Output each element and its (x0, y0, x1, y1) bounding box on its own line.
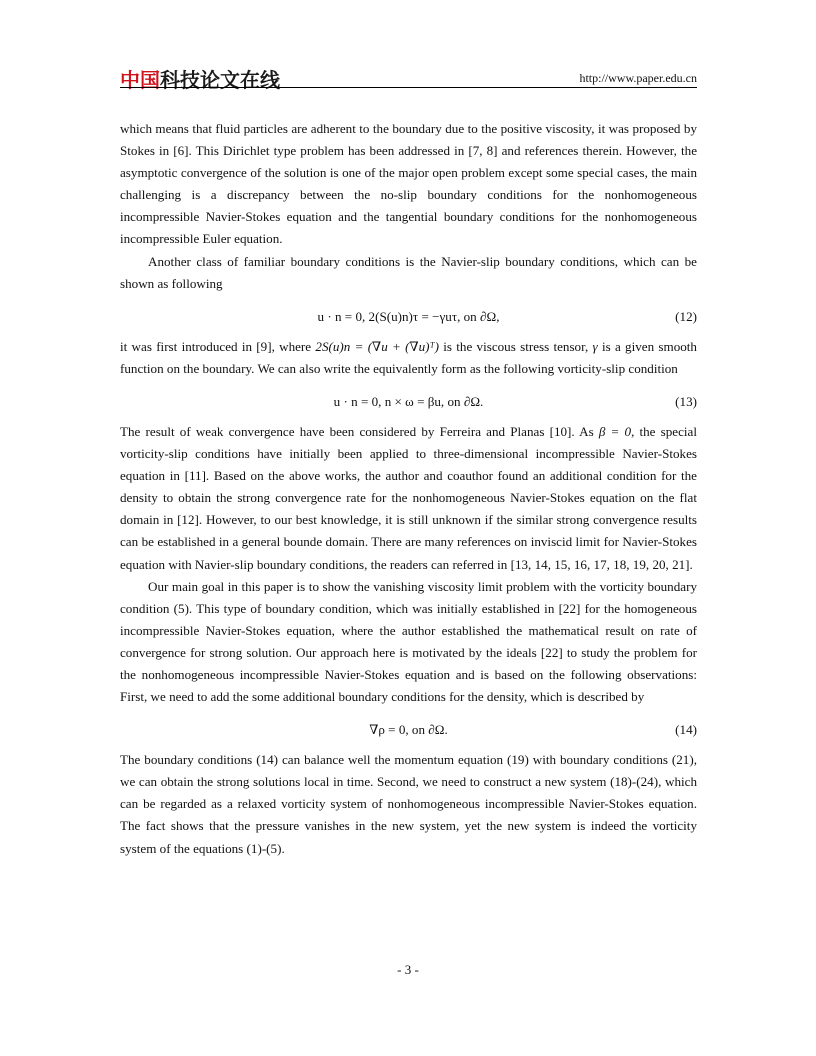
equation-14-formula: ∇ρ = 0, on ∂Ω. (369, 722, 448, 738)
paragraph-4-part-b: , the special vorticity-slip conditions have initially been applied to three-dimensional incompressible Navier-Stokes equation in [11]. Based on the above works, the author and coauthor found an additional condition for the density to obtain the strong convergence rate for the nonhomogeneous Navier-Stokes equation on the flat domain in [12]. However, to our best knowledge, it is still unknown if the similar strong convergence results can be established in a general bounde domain. There are many references on inviscid limit for Navier-Stokes equation with Navier-slip boundary conditions, the readers can referred in [13, 14, 15, 16, 17, 18, 19, 20, 21]. (120, 423, 698, 572)
paragraph-3-part-b: is the viscous stress tensor, (438, 338, 593, 354)
page-number: - 3 - (397, 962, 419, 977)
paragraph-2: Another class of familiar boundary conditions is the Navier-slip boundary conditions, which can be shown as following (120, 253, 697, 291)
paragraph-3 (120, 336, 697, 380)
stress-tensor-math: 2S(u)n = (∇u + (∇u)ᵀ) (315, 338, 439, 354)
site-logo[interactable] (120, 64, 280, 93)
paragraph-3-part-a: it was first introduced in [9], where (120, 338, 316, 354)
header-rule (120, 87, 697, 88)
equation-14-number: (14) (675, 722, 697, 738)
equation-12 (120, 301, 697, 331)
header-url[interactable]: http://www.paper.edu.cn (579, 71, 697, 85)
paragraph-3-part-c: is a given smooth function on the boundary. We can also write the equivalently form as the following vorticity-slip condition (120, 338, 697, 376)
paragraph-6: The boundary conditions (14) can balance well the momentum equation (19) with boundary conditions (21), we can obtain the strong solutions local in time. Second, we need to construct a new system (18)-(24), which can be regarded as a relaxed vorticity system of nonhomogeneous incompressible Navier-Stokes equation. The fact shows that the pressure vanishes in the new system, yet the new system is indeed the vorticity system of the equations (1)-(5). (120, 752, 697, 856)
logo-red-text: 中国 (120, 68, 160, 92)
article-body (120, 118, 697, 860)
equation-13-number: (13) (675, 393, 697, 409)
equation-13 (120, 386, 697, 416)
paragraph-1: which means that fluid particles are adherent to the boundary due to the positive viscosity, it was proposed by Stokes in [6]. This Dirichlet type problem has been addressed in [7, 8] and references therein. However, the asymptotic convergence of the solution is one of the major open problem except some special cases, the main challenging is a discrepancy between the no-slip boundary conditions for the nonhomogeneous incompressible Navier-Stokes equation and the tangential boundary conditions for the nonhomogeneous incompressible Euler equation. (120, 121, 697, 247)
equation-13-formula: u · n = 0, n × ω = βu, on ∂Ω. (333, 393, 484, 409)
equation-12-number: (12) (675, 308, 697, 324)
equation-12-formula: u · n = 0, 2(S(u)n)τ = −γuτ, on ∂Ω, (317, 308, 500, 324)
gamma-math: γ (592, 338, 598, 354)
paragraph-4-part-a: The result of weak convergence have been considered by Ferreira and Planas [10]. As (120, 423, 599, 439)
equation-14 (120, 714, 697, 744)
paragraph-4 (120, 421, 697, 576)
page-header (120, 62, 697, 92)
paragraph-5: Our main goal in this paper is to show the vanishing viscosity limit problem with the vorticity boundary condition (5). This type of boundary condition, which was initially established in [22] for the homogeneous incompressible Navier-Stokes equation, where the author established the mathematical result on rate of convergence for strong solution. Our approach here is motivated by the ideals [22] to study the problem for the nonhomogeneous incompressible Navier-Stokes equation and is based on the following observations: First, we need to add the some additional boundary conditions for the density, which is described by (120, 578, 697, 705)
beta-zero-math: β = 0 (598, 423, 632, 439)
logo-dark-text: 科技论文在线 (160, 68, 280, 92)
